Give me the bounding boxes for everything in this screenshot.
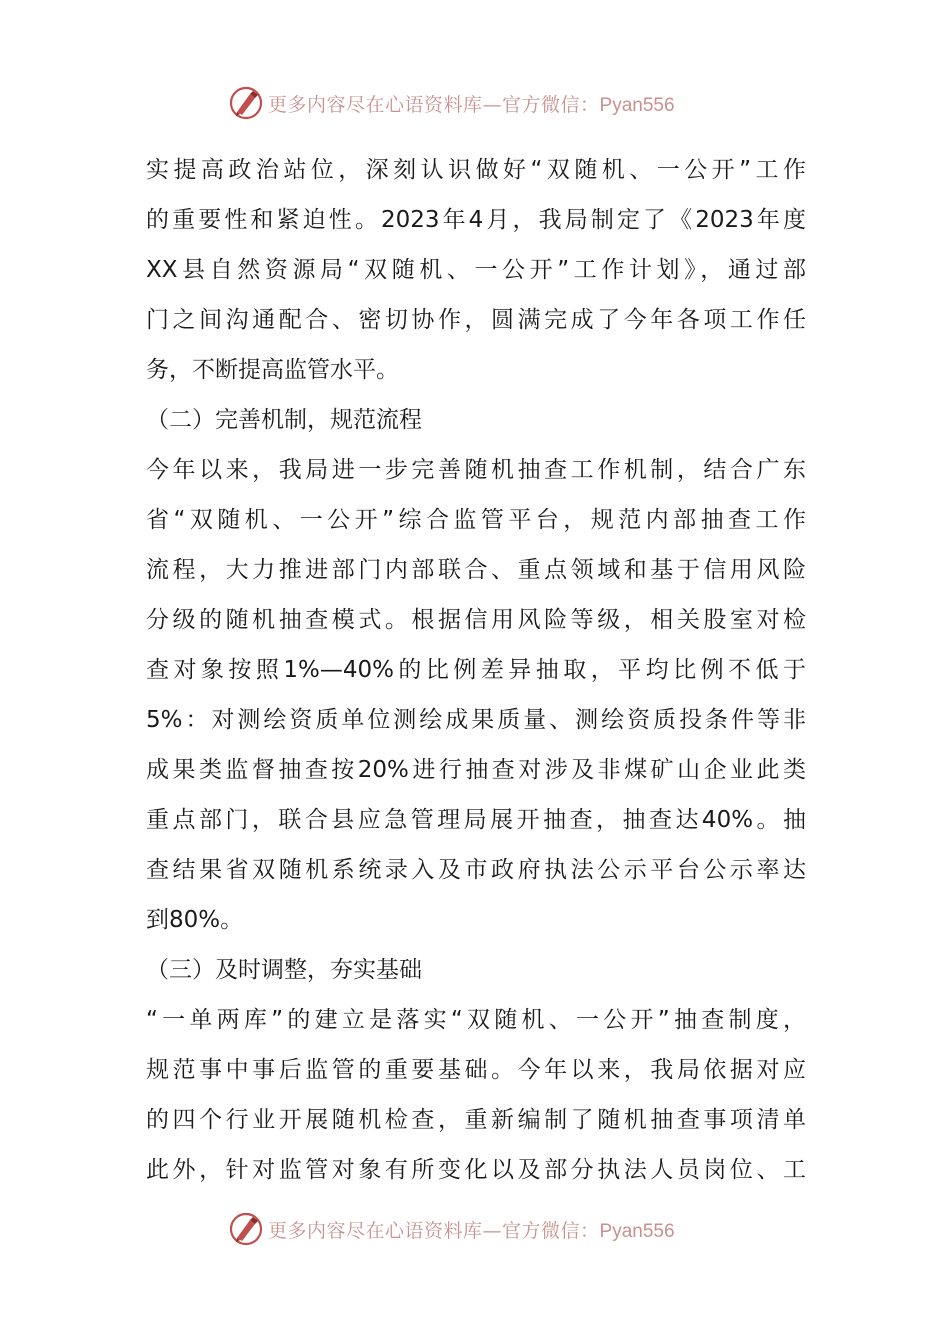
- text-line: 门之间沟通配合、密切协作，圆满完成了今年各项工作任: [146, 307, 806, 333]
- watermark-banner-bottom: [228, 1209, 675, 1249]
- text-line: 查结果省双随机系统录入及市政府执法公示平台公示率达: [146, 857, 806, 883]
- text-line: 省“双随机、一公开”综合监管平台，规范内部抽查工作: [146, 507, 806, 533]
- text-line: （三）及时调整，夯实基础: [146, 957, 422, 983]
- text-line: 分级的随机抽查模式。根据信用风险等级，相关股室对检: [146, 607, 806, 633]
- text-line: 的四个行业开展随机检查，重新编制了随机抽查事项清单: [146, 1107, 806, 1133]
- text-line: 规范事中事后监管的重要基础。今年以来，我局依据对应: [146, 1057, 806, 1083]
- text-line: （二）完善机制，规范流程: [146, 407, 422, 433]
- pen-logo-icon: [228, 85, 264, 121]
- text-line: 查对象按照1%—40%的比例差异抽取，平均比例不低于: [146, 657, 806, 683]
- text-line: “一单两库”的建立是落实“双随机、一公开”抽查制度，: [146, 1007, 806, 1033]
- watermark-text: 更多内容尽在心语资料库—官方微信：Pyan556: [268, 93, 675, 116]
- text-line: 5%：对测绘资质单位测绘成果质量、测绘资质投条件等非: [146, 707, 806, 733]
- text-line: 流程，大力推进部门内部联合、重点领域和基于信用风险: [146, 557, 806, 583]
- text-line: 重点部门，联合县应急管理局展开抽查，抽查达40%。抽: [146, 807, 806, 833]
- text-line: 今年以来，我局进一步完善随机抽查工作机制，结合广东: [146, 457, 806, 483]
- text-line: 的重要性和紧迫性。2023年4月，我局制定了《2023年度: [146, 207, 806, 233]
- text-line: 此外，针对监管对象有所变化以及部分执法人员岗位、工: [146, 1157, 806, 1183]
- text-line: XX县自然资源局“双随机、一公开”工作计划》，通过部: [146, 257, 806, 283]
- watermark-text: 更多内容尽在心语资料库—官方微信：Pyan556: [268, 1219, 675, 1242]
- text-line: 实提高政治站位，深刻认识做好“双随机、一公开”工作: [146, 157, 806, 183]
- watermark-banner-top: [228, 83, 675, 123]
- document-body: [146, 145, 806, 1195]
- text-line: 成果类监督抽查按20%进行抽查对涉及非煤矿山企业此类: [146, 757, 806, 783]
- pen-logo-icon: [228, 1211, 264, 1247]
- text-line: 务，不断提高监管水平。: [146, 357, 399, 383]
- text-line: 到80%。: [146, 907, 244, 933]
